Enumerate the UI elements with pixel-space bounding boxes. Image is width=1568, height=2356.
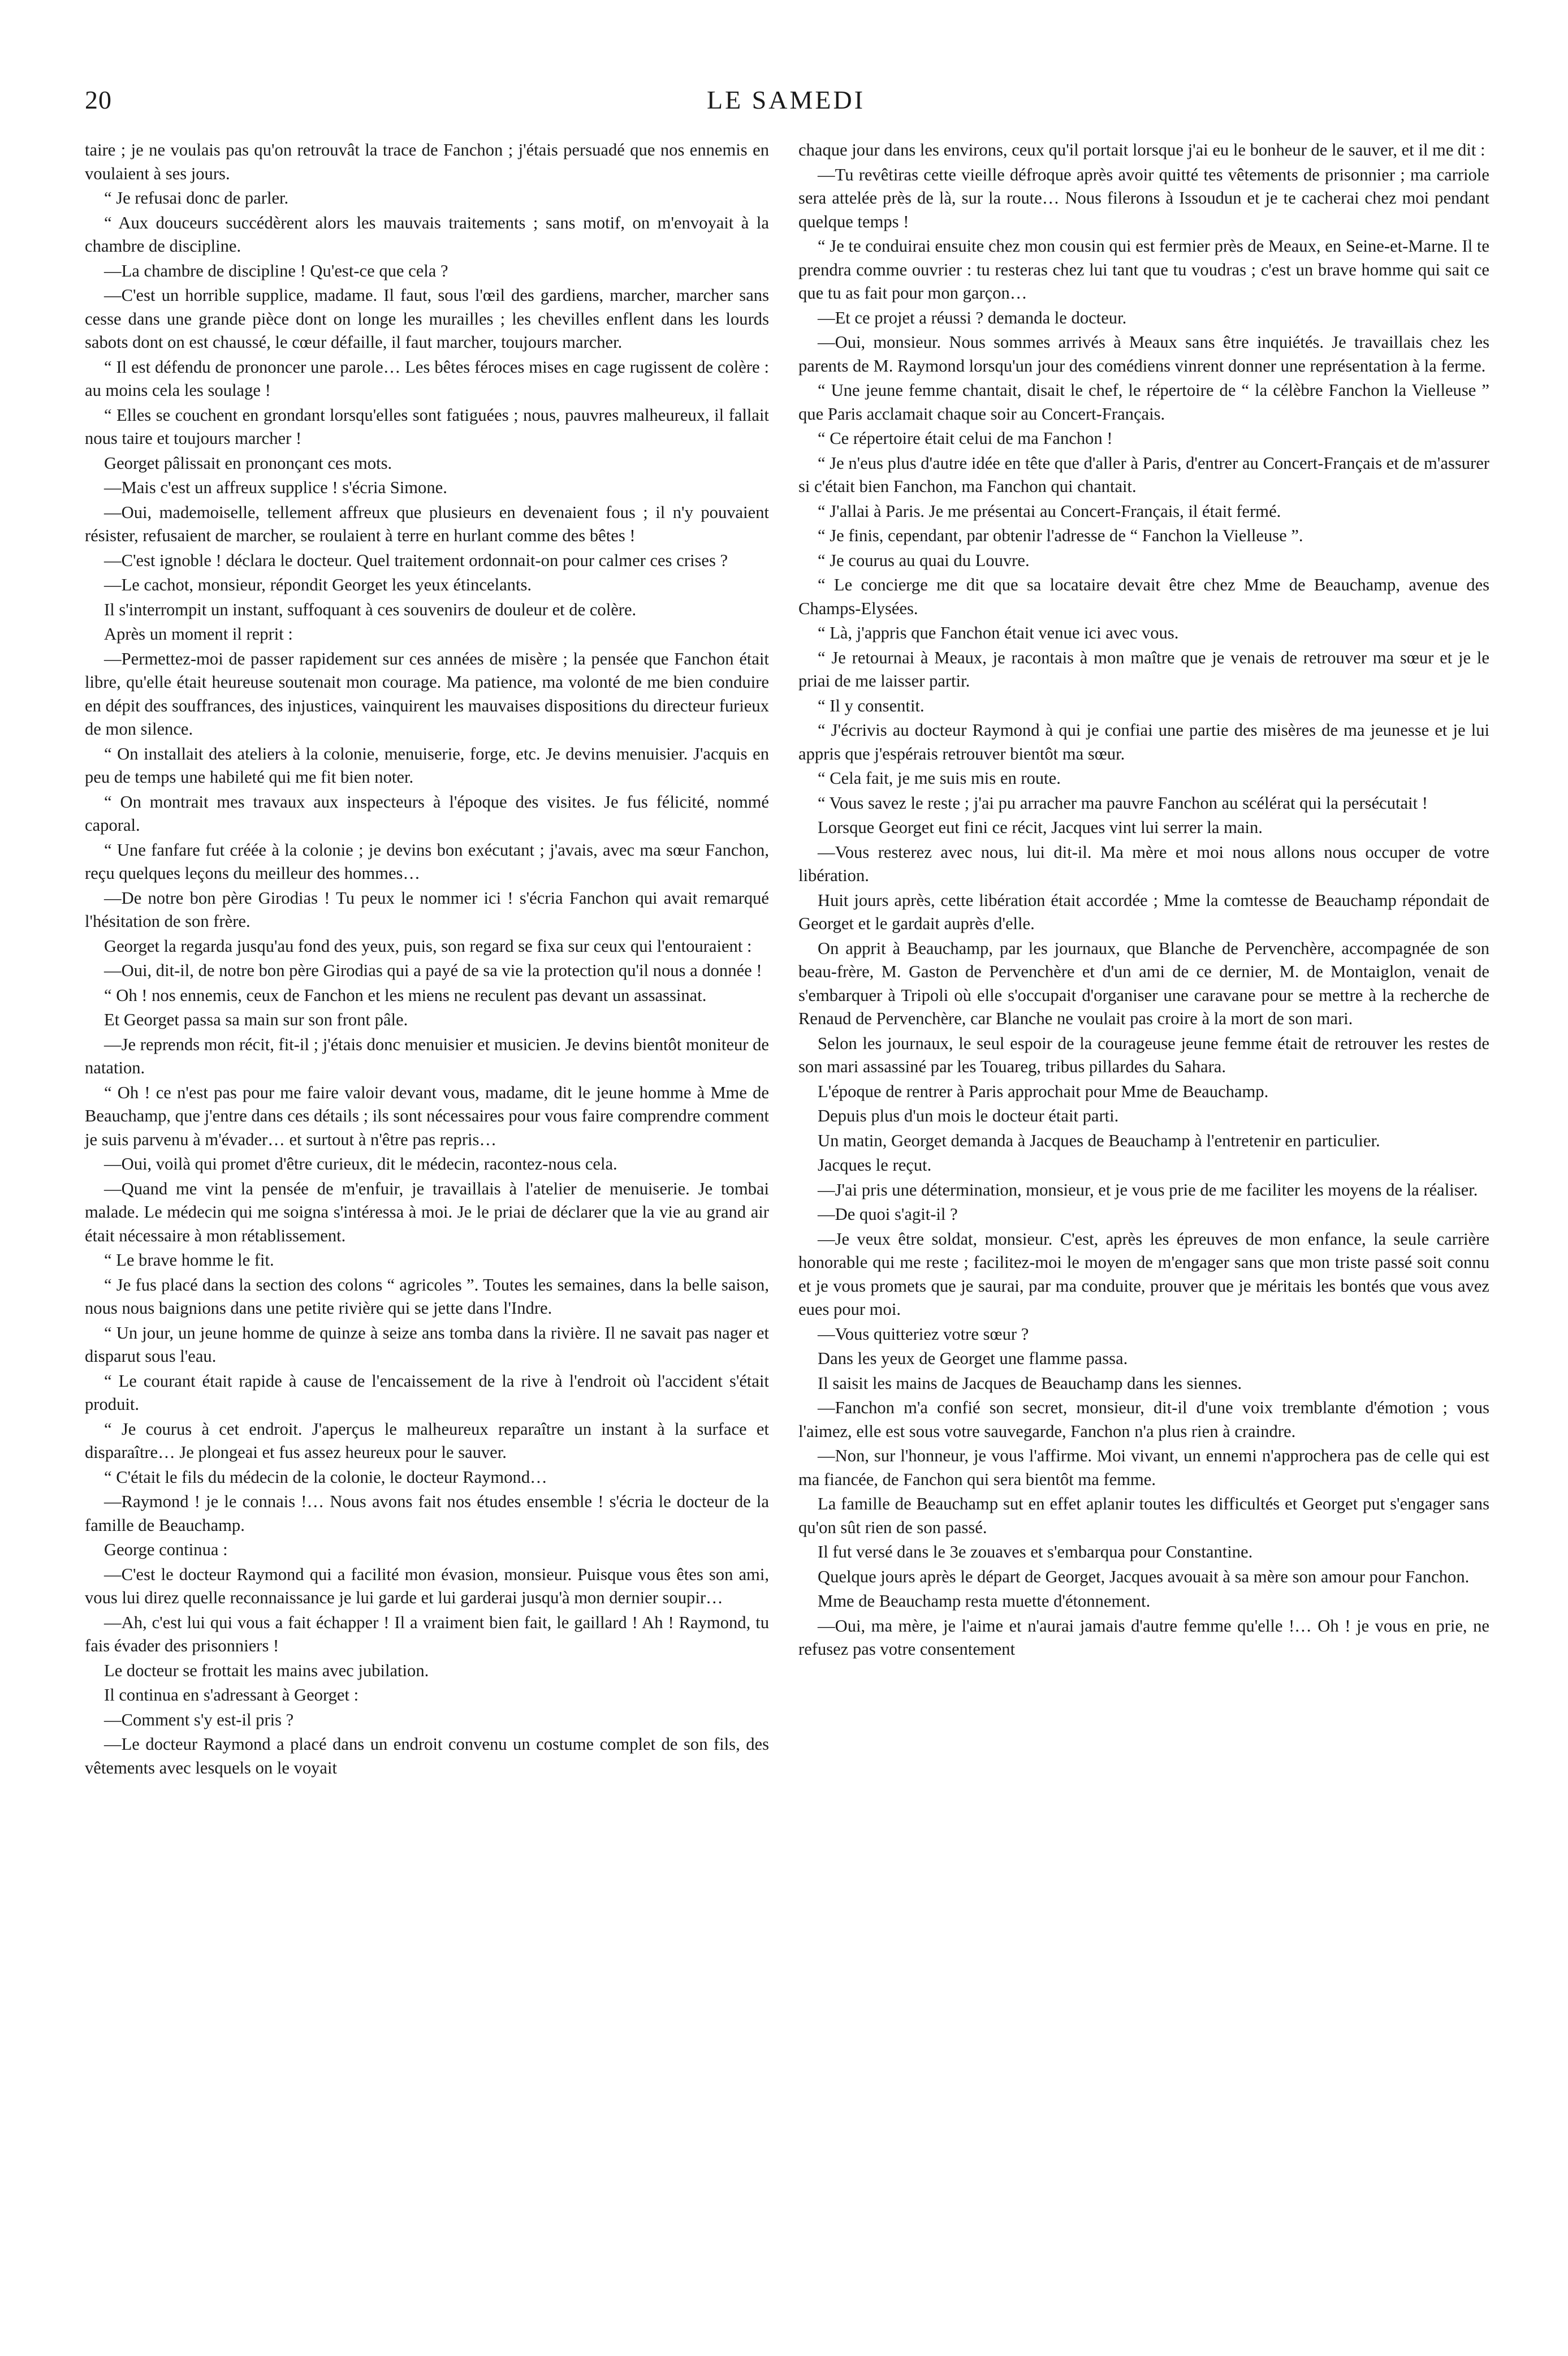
paragraph: —Oui, dit-il, de notre bon père Girodias qui a payé de sa vie la protection qu'il nous a donnée ! — [104, 961, 762, 980]
paragraph: “ Une jeune femme chantait, disait le chef, le répertoire de “ la célèbre Fanchon la Vielleuse ” que Paris acclamait chaque soir au Concert-Français. — [798, 381, 1489, 424]
paragraph: Depuis plus d'un mois le docteur était parti. — [818, 1106, 1119, 1125]
paragraph: “ Un jour, un jeune homme de quinze à seize ans tomba dans la rivière. Il ne savait pas nager et disparut sous l'eau. — [85, 1323, 769, 1366]
paragraph: Il s'interrompit un instant, suffoquant à ces souvenirs de douleur et de colère. — [104, 599, 637, 619]
paragraph: Quelque jours après le départ de Georget, Jacques avouait à sa mère son amour pour Fanchon. — [818, 1567, 1470, 1586]
page-number: 20 — [85, 85, 112, 114]
paragraph: “ Oh ! nos ennemis, ceux de Fanchon et les miens ne reculent pas devant un assassinat. — [104, 985, 707, 1005]
paragraph: —Mais c'est un affreux supplice ! s'écria Simone. — [104, 478, 447, 497]
paragraph: —Oui, mademoiselle, tellement affreux que plusieurs en devenaient fous ; il n'y pouvaient résister, refusaient de marcher, se roulaient à terre en hurlant comme des bêtes ! — [85, 502, 769, 545]
paragraph: “ Il y consentit. — [818, 696, 925, 715]
paragraph: “ Je refusai donc de parler. — [104, 188, 289, 208]
paragraph: “ Je finis, cependant, par obtenir l'adresse de “ Fanchon la Vielleuse ”. — [818, 526, 1303, 545]
paragraph: —C'est le docteur Raymond qui a facilité mon évasion, monsieur. Puisque vous êtes son ami, vous lui direz quelle reconnaissance je lui garde et lui garderai jusqu'à mon dernier soupir… — [85, 1564, 769, 1607]
paragraph: Mme de Beauchamp resta muette d'étonnement. — [818, 1591, 1151, 1611]
right-column — [798, 139, 1489, 1663]
paragraph: “ Elles se couchent en grondant lorsqu'elles sont fatiguées ; nous, pauvres malheureux, il fallait nous taire et toujours marcher ! — [85, 405, 769, 448]
paragraph: “ Je te conduirai ensuite chez mon cousin qui est fermier près de Meaux, en Seine-et-Marne. Il te prendra comme ouvrier : tu resteras chez lui tant que tu voudras ; c'est un brave homme qui sait ce que tu as fait pour mon garçon… — [798, 236, 1489, 303]
paragraph: —Oui, ma mère, je l'aime et n'aurai jamais d'autre femme qu'elle !… Oh ! je vous en prie, ne refusez pas votre consentement — [798, 1616, 1489, 1659]
running-title: LE SAMEDI — [706, 85, 866, 114]
paragraph: “ Je courus au quai du Louvre. — [818, 550, 1030, 570]
paragraph: “ Je retournai à Meaux, je racontais à mon maître que je venais de retrouver ma sœur et je le priai de me laisser partir. — [798, 648, 1489, 691]
paragraph: “ Le courant était rapide à cause de l'encaissement de la rive à l'endroit où l'accident s'était produit. — [85, 1371, 769, 1414]
paragraph: Lorsque Georget eut fini ce récit, Jacques vint lui serrer la main. — [818, 818, 1263, 837]
paragraph: On apprit à Beauchamp, par les journaux, que Blanche de Pervenchère, accompagnée de son beau-frère, M. Gaston de Pervenchère et d'un ami de ce dernier, M. de Montaiglon, venait de s'embarquer à Tripoli où elle s'occupait d'organiser une caravane pour se mettre à la recherche de Renaud de Pervenchère, car Blanche ne voulait pas croire à la mort de son mari. — [798, 938, 1489, 1028]
paragraph: “ Une fanfare fut créée à la colonie ; je devins bon exécutant ; j'avais, avec ma sœur Fanchon, reçu quelques leçons du meilleur des hommes… — [85, 840, 769, 883]
paragraph: —Le cachot, monsieur, répondit Georget les yeux étincelants. — [104, 575, 532, 594]
paragraph: “ Le concierge me dit que sa locataire devait être chez Mme de Beauchamp, avenue des Champs-Elysées. — [798, 575, 1489, 618]
page-header — [85, 85, 1487, 124]
paragraph: —Vous quitteriez votre sœur ? — [818, 1324, 1029, 1344]
paragraph: Il fut versé dans le 3e zouaves et s'embarqua pour Constantine. — [818, 1542, 1253, 1561]
paragraph: —Le docteur Raymond a placé dans un endroit convenu un costume complet de son fils, des vêtements avec lesquels on le voyait — [85, 1734, 769, 1777]
paragraph: —Fanchon m'a confié son secret, monsieur, dit-il d'une voix tremblante d'émotion ; vous l'aimez, elle est sous votre sauvegarde, Fanchon n'a plus rien à craindre. — [798, 1398, 1489, 1441]
paragraph: “ On montrait mes travaux aux inspecteurs à l'époque des visites. Je fus félicité, nommé caporal. — [85, 792, 769, 835]
paragraph: “ Là, j'appris que Fanchon était venue ici avec vous. — [818, 623, 1179, 642]
paragraph: —Je veux être soldat, monsieur. C'est, après les épreuves de mon enfance, la seule carrière honorable qui me reste ; facilitez-moi le moyen de m'engager sans que mon triste passé soit connu et je vous promets que je saurai, par ma conduite, prouver que je méritais les bontés que vous avez eues pour moi. — [798, 1229, 1489, 1319]
paragraph: “ C'était le fils du médecin de la colonie, le docteur Raymond… — [104, 1467, 547, 1487]
paragraph: —Ah, c'est lui qui vous a fait échapper ! Il a vraiment bien fait, le gaillard ! Ah ! Raymond, tu fais évader des prisonniers ! — [85, 1612, 769, 1655]
paragraph: “ On installait des ateliers à la colonie, menuiserie, forge, etc. Je devins menuisier. J'acquis en peu de temps une habileté qui me fit bien noter. — [85, 744, 769, 787]
paragraph: “ Le brave homme le fit. — [104, 1250, 274, 1270]
paragraph: —Raymond ! je le connais !… Nous avons fait nos études ensemble ! s'écria le docteur de la famille de Beauchamp. — [85, 1492, 769, 1535]
paragraph: L'époque de rentrer à Paris approchait pour Mme de Beauchamp. — [818, 1081, 1269, 1101]
paragraph: Il saisit les mains de Jacques de Beauchamp dans les siennes. — [818, 1373, 1242, 1393]
paragraph: “ Ce répertoire était celui de ma Fanchon ! — [818, 429, 1113, 448]
paragraph: “ Oh ! ce n'est pas pour me faire valoir devant vous, madame, dit le jeune homme à Mme de Beauchamp, que j'entre dans ces détails ; ils sont nécessaires pour vous faire comprendre comment je suis parvenu à m'évader… et surtout à n'être pas repris… — [85, 1082, 769, 1149]
paragraph: —De quoi s'agit-il ? — [818, 1205, 958, 1224]
paragraph: —Et ce projet a réussi ? demanda le docteur. — [818, 308, 1127, 327]
paragraph: Jacques le reçut. — [818, 1155, 932, 1175]
paragraph: Huit jours après, cette libération était accordée ; Mme la comtesse de Beauchamp répondait de Georget et le gardait auprès d'elle. — [798, 890, 1489, 933]
paragraph: “ J'allai à Paris. Je me présentai au Concert-Français, il était fermé. — [818, 501, 1281, 521]
left-column — [85, 139, 769, 1781]
paragraph: —Oui, voilà qui promet d'être curieux, dit le médecin, racontez-nous cela. — [104, 1154, 617, 1173]
paragraph: “ Je courus à cet endroit. J'aperçus le malheureux reparaître un instant à la surface et disparaître… Je plongeai et fus assez heureux pour le sauver. — [85, 1419, 769, 1462]
paragraph: Selon les journaux, le seul espoir de la courageuse jeune femme était de retrouver les restes de son mari assassiné par les Touareg, tribus pillardes du Sahara. — [798, 1033, 1489, 1076]
paragraph: —La chambre de discipline ! Qu'est-ce que cela ? — [104, 261, 448, 281]
paragraph: Un matin, Georget demanda à Jacques de Beauchamp à l'entretenir en particulier. — [818, 1130, 1380, 1150]
paragraph: George continua : — [104, 1540, 228, 1559]
paragraph: taire ; je ne voulais pas qu'on retrouvât la trace de Fanchon ; j'étais persuadé que nos ennemis en voulaient à ses jours. — [85, 140, 769, 183]
paragraph: —C'est ignoble ! déclara le docteur. Quel traitement ordonnait-on pour calmer ces crises ? — [104, 550, 728, 570]
paragraph: —Je reprends mon récit, fit-il ; j'étais donc menuisier et musicien. Je devins bientôt moniteur de natation. — [85, 1034, 769, 1077]
paragraph: Et Georget passa sa main sur son front pâle. — [104, 1010, 408, 1029]
paragraph: Georget la regarda jusqu'au fond des yeux, puis, son regard se fixa sur ceux qui l'entouraient : — [104, 936, 752, 956]
paragraph: —Non, sur l'honneur, je vous l'affirme. Moi vivant, un ennemi n'approchera pas de celle qui est ma fiancée, de Fanchon qui sera bientôt ma femme. — [798, 1446, 1489, 1489]
paragraph: —Permettez-moi de passer rapidement sur ces années de misère ; la pensée que Fanchon était libre, qu'elle était heureuse soutenait mon courage. Ma patience, ma volonté de me bien conduire en dépit des souffrances, des injustices, vainquirent les mauvaises dispositions du directeur furieux de mon silence. — [85, 649, 769, 739]
paragraph: “ Aux douceurs succédèrent alors les mauvais traitements ; sans motif, on m'envoyait à la chambre de discipline. — [85, 213, 769, 256]
paragraph: “ Je fus placé dans la section des colons “ agricoles ”. Toutes les semaines, dans la belle saison, nous nous baignions dans une petite rivière qui se jette dans l'Indre. — [85, 1275, 769, 1318]
paragraph: “ Il est défendu de prononcer une parole… Les bêtes féroces mises en cage rugissent de colère : au moins cela les soulage ! — [85, 357, 769, 400]
paragraph: chaque jour dans les environs, ceux qu'il portait lorsque j'ai eu le bonheur de le sauver, et il me dit : — [798, 140, 1485, 159]
paragraph: —Tu revêtiras cette vieille défroque après avoir quitté tes vêtements de prisonnier ; ma carriole sera attelée près de là, sur la route… Nous filerons à Issoudun et je te cacherai chez moi pendant quelque temps ! — [798, 165, 1489, 231]
paragraph: Georget pâlissait en prononçant ces mots. — [104, 453, 392, 473]
paragraph: —Quand me vint la pensée de m'enfuir, je travaillais à l'atelier de menuiserie. Je tombai malade. Le médecin qui me soigna s'intéressa à moi. Je le priai de déclarer que la vie au grand air était nécessaire à mon rétablissement. — [85, 1179, 769, 1245]
paragraph: —Vous resterez avec nous, lui dit-il. Ma mère et moi nous allons nous occuper de votre libération. — [798, 842, 1489, 885]
paragraph: —De notre bon père Girodias ! Tu peux le nommer ici ! s'écria Fanchon qui avait remarqué l'hésitation de son frère. — [85, 888, 769, 931]
paragraph: —Comment s'y est-il pris ? — [104, 1710, 294, 1729]
paragraph: “ Vous savez le reste ; j'ai pu arracher ma pauvre Fanchon au scélérat qui la persécutait ! — [818, 793, 1428, 813]
paragraph: Le docteur se frottait les mains avec jubilation. — [104, 1660, 429, 1680]
paragraph: “ Cela fait, je me suis mis en route. — [818, 769, 1061, 788]
paragraph: —C'est un horrible supplice, madame. Il faut, sous l'œil des gardiens, marcher, marcher sans cesse dans une grande pièce dont on longe les murailles ; les chevilles enflent dans les lourds sabots dont on est chaussé, le cœur défaille, il faut marcher, toujours marcher. — [85, 286, 769, 352]
paragraph: Après un moment il reprit : — [104, 624, 293, 644]
paragraph: Dans les yeux de Georget une flamme passa. — [818, 1349, 1128, 1368]
paragraph: La famille de Beauchamp sut en effet aplanir toutes les difficultés et Georget put s'engager sans qu'on sût rien de son passé. — [798, 1494, 1489, 1537]
paragraph: “ Je n'eus plus d'autre idée en tête que d'aller à Paris, d'entrer au Concert-Français et de m'assurer si c'était bien Fanchon, ma Fanchon qui chantait. — [798, 453, 1489, 496]
paragraph: —Oui, monsieur. Nous sommes arrivés à Meaux sans être inquiétés. Je travaillais chez les parents de M. Raymond lorsqu'un jour des comédiens vinrent donner une représentation à la ferme. — [798, 333, 1489, 376]
paragraph: —J'ai pris une détermination, monsieur, et je vous prie de me faciliter les moyens de la réaliser. — [818, 1180, 1478, 1199]
paragraph: Il continua en s'adressant à Georget : — [104, 1685, 359, 1705]
paragraph: “ J'écrivis au docteur Raymond à qui je confiai une partie des misères de ma jeunesse et je lui appris que j'espérais retrouver bientôt ma sœur. — [798, 720, 1489, 763]
